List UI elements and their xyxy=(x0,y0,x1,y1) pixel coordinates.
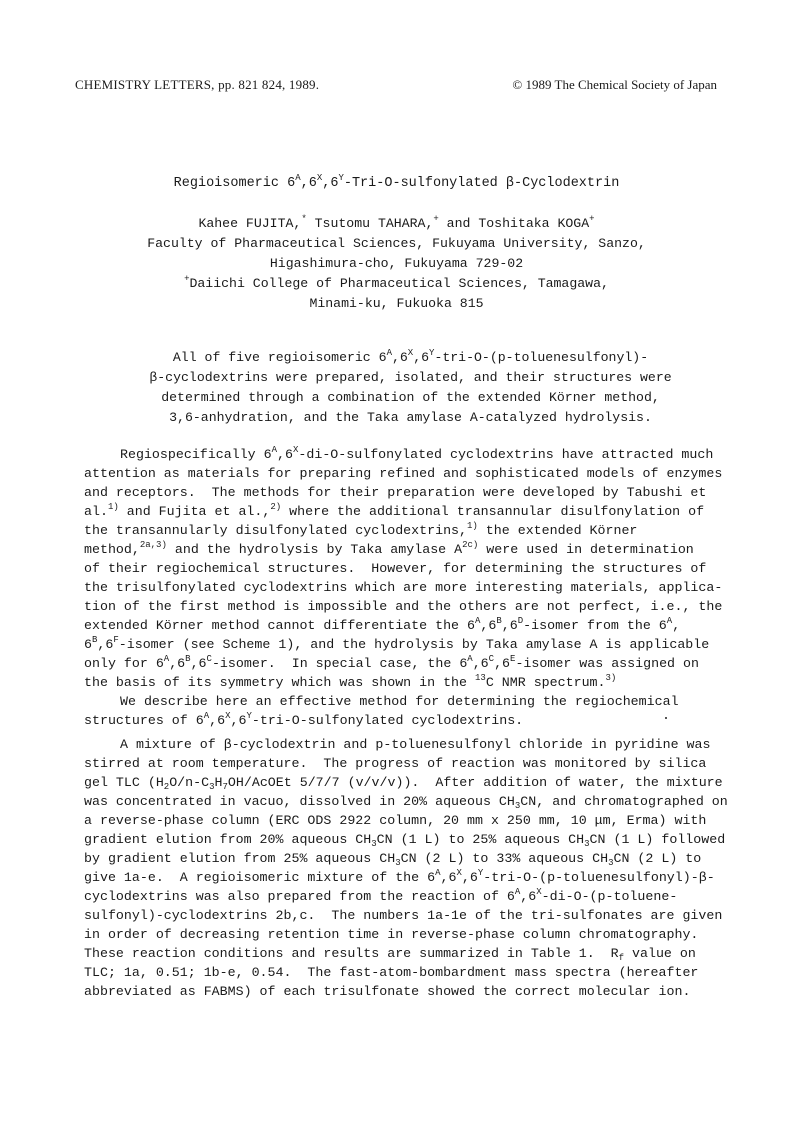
body-line: and receptors. The methods for their preparation were developed by Tabushi et xyxy=(84,485,707,500)
affiliation-line: +Daiichi College of Pharmaceutical Sciences, Tamagawa, xyxy=(184,274,609,291)
body-line: tion of the first method is impossible and the others are not perfect, i.e., the xyxy=(84,599,723,614)
body-line: was concentrated in vacuo, dissolved in 20% aqueous $CH_3CN$, and chromatographed on xyxy=(84,794,728,811)
body-line: of their regiochemical structures. However, for determining the structures of xyxy=(84,561,707,576)
body-line: by gradient elution from 25% aqueous $CH_3CN$ (2 L) to 33% aqueous $CH_3CN$ (2 L) to xyxy=(84,851,702,868)
copyright-notice: © 1989 The Chemical Society of Japan xyxy=(512,77,717,92)
body-line: method,$^{2a,3)}$ and the hydrolysis by Taka amylase $A^{2c)}$ were used in determination xyxy=(84,540,694,557)
body-line: We describe here an effective method for determining the regiochemical xyxy=(120,694,679,709)
body-line: gradient elution from 20% aqueous $CH_3CN$ (1 L) to 25% aqueous $CH_3CN$ (1 L) followed xyxy=(84,832,726,849)
affiliation-line: Faculty of Pharmaceutical Sciences, Fukuyama University, Sanzo, xyxy=(147,236,646,251)
body-line: al.$^{1)}$ and Fujita et al.,$^{2)}$ where the additional transannular disulfonylation of xyxy=(84,502,705,519)
body-line: structures of $6^A,6^X,6^Y-tri-O$-sulfonylated cyclodextrins. xyxy=(84,711,524,728)
body-line: only for $6^A,6^B,6^C$-isomer. In special case, the $6^A,6^C,6^E$-isomer was assigned on xyxy=(84,654,699,671)
body-line: gel TLC ($H_2O/n-C_3H_7OH$/AcOEt 5/7/7 (v/v/v)). After addition of water, the mixture xyxy=(84,775,723,792)
body-line: stirred at room temperature. The progress of reaction was monitored by silica xyxy=(84,756,707,771)
body-line: extended Körner method cannot differentiate the $6^A,6^B,6^D$-isomer from the $6^A$, xyxy=(84,616,681,633)
body-line: give 1a-e. A regioisomeric mixture of the $6^A,6^X,6^Y-tri-O-(p-toluenesulfonyl)-\beta-$ xyxy=(84,868,715,885)
affiliation-line: Minami-ku, Fukuoka 815 xyxy=(309,296,484,311)
journal-citation: CHEMISTRY LETTERS, pp. 821 824, 1989. xyxy=(75,77,320,92)
body-line: attention as materials for preparing refined and sophisticated models of enzymes xyxy=(84,466,723,481)
body-line: abbreviated as FABMS) of each trisulfonate showed the correct molecular ion. xyxy=(84,984,691,999)
abstract-line: β-cyclodextrins were prepared, isolated, and their structures were xyxy=(149,370,672,385)
body-line: in order of decreasing retention time in reverse-phase column chromatography. xyxy=(84,927,699,942)
body-line: TLC; 1a, 0.51; 1b-e, 0.54. The fast-atom-bombardment mass spectra (hereafter xyxy=(84,965,699,980)
body-line: the transannularly disulfonylated cyclodextrins,$^{1)}$ the extended Körner xyxy=(84,521,638,538)
abstract-line: determined through a combination of the extended Körner method, xyxy=(161,390,660,405)
body-line: These reaction conditions and results are summarized in Table 1. $R_f$ value on xyxy=(84,946,696,963)
body-line: Regiospecifically $6^A,6^X-di-O$-sulfonylated cyclodextrins have attracted much xyxy=(120,445,714,462)
abstract-line: 3,6-anhydration, and the Taka amylase A-catalyzed hydrolysis. xyxy=(169,410,652,425)
body-line: cyclodextrins was also prepared from the reaction of $6^A,6^X-di-O-(p-toluene-$ xyxy=(84,887,678,904)
body-line: the basis of its symmetry which was shown in the $^{13}$C NMR spectrum.$^{3)}$ xyxy=(84,673,617,690)
body-line: sulfonyl)-cyclodextrins 2b,c. The numbers 1a-1e of the tri-sulfonates are given xyxy=(84,908,723,923)
paper-title: Regioisomeric $6^A,6^X,6^Y-Tri-O$-sulfonylated β-Cyclodextrin xyxy=(173,173,620,191)
affiliation-line: Higashimura-cho, Fukuyama 729-02 xyxy=(269,256,524,271)
abstract-line: All of five regioisomeric $6^A,6^X,6^Y-tri-O-(p-toluenesulfonyl)-$ xyxy=(172,348,649,365)
author-list: Kahee FUJITA,* Tsutomu TAHARA,+ and Toshitaka KOGA+ xyxy=(198,214,595,231)
body-line: $6^B,6^F$-isomer (see Scheme 1), and the hydrolysis by Taka amylase A is applicable xyxy=(84,635,710,652)
page-speck xyxy=(665,717,667,719)
body-line: the trisulfonylated cyclodextrins which are more interesting materials, applica- xyxy=(84,580,723,595)
body-line: a reverse-phase column (ERC ODS 2922 column, 20 mm x 250 mm, 10 μm, Erma) with xyxy=(84,813,707,828)
body-line: A mixture of β-cyclodextrin and p-toluenesulfonyl chloride in pyridine was xyxy=(120,737,711,752)
